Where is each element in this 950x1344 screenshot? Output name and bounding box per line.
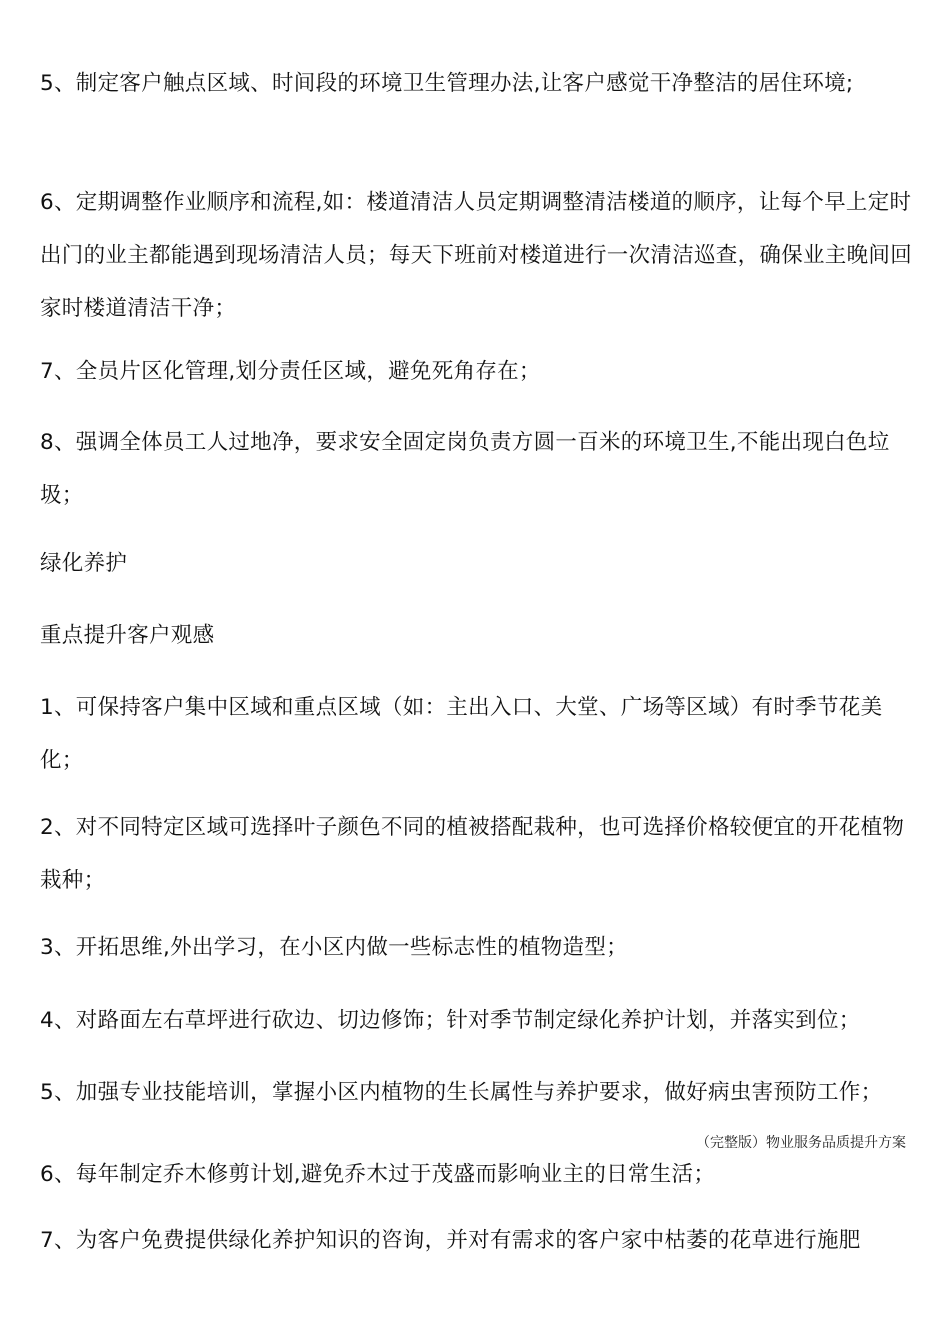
section-heading-greening: 绿化养护 [40, 551, 128, 576]
section-subheading-perception: 重点提升客户观感 [40, 623, 215, 648]
paragraph-cleaning-7: 7、全员片区化管理,划分责任区域，避免死角存在； [40, 359, 541, 384]
page-footer-title: （完整版）物业服务品质提升方案 [696, 1135, 906, 1151]
paragraph-greening-7: 7、为客户免费提供绿化养护知识的咨询，并对有需求的客户家中枯萎的花草进行施肥 [40, 1228, 861, 1253]
paragraph-greening-2: 2、对不同特定区域可选择叶子颜色不同的植被搭配栽种，也可选择价格较便宜的开花植物栽种； [40, 815, 905, 893]
paragraph-greening-6: 6、每年制定乔木修剪计划,避免乔木过于茂盛而影响业主的日常生活； [40, 1162, 716, 1187]
paragraph-greening-3: 3、开拓思维,外出学习，在小区内做一些标志性的植物造型； [40, 935, 628, 960]
paragraph-cleaning-8: 8、强调全体员工人过地净，要求安全固定岗负责方圆一百米的环境卫生,不能出现白色垃圾； [40, 430, 890, 508]
paragraph-greening-1: 1、可保持客户集中区域和重点区域（如：主出入口、大堂、广场等区域）有时季节花美化； [40, 695, 883, 773]
paragraph-cleaning-6: 6、定期调整作业顺序和流程,如：楼道清洁人员定期调整清洁楼道的顺序，让每个早上定时出门的业主都能遇到现场清洁人员；每天下班前对楼道进行一次清洁巡查，确保业主晚间回家时楼道清洁干净； [40, 190, 913, 321]
paragraph-greening-5: 5、加强专业技能培训，掌握小区内植物的生长属性与养护要求，做好病虫害预防工作； [40, 1080, 883, 1105]
paragraph-greening-4: 4、对路面左右草坪进行砍边、切边修饰；针对季节制定绿化养护计划，并落实到位； [40, 1008, 861, 1033]
paragraph-cleaning-5: 5、制定客户触点区域、时间段的环境卫生管理办法,让客户感觉干净整洁的居住环境; [40, 71, 854, 96]
